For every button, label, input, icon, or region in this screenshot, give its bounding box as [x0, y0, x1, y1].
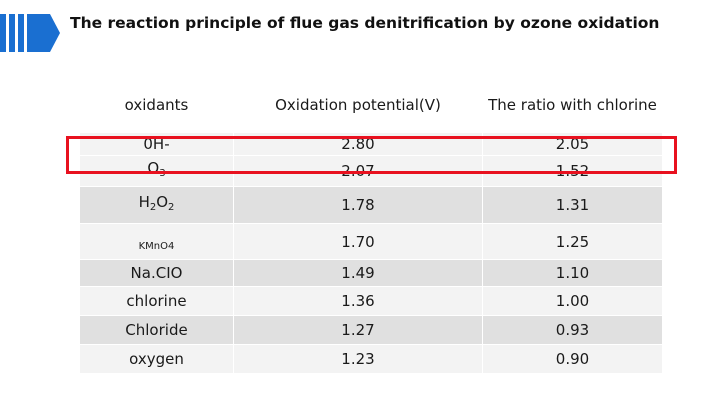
oxidant-name: O: [147, 159, 160, 177]
potential-cell: 1.27: [234, 316, 483, 345]
table-row: [80, 187, 663, 224]
oxidant-table: [80, 78, 663, 374]
ratio-cell: 1.00: [483, 287, 663, 316]
oxidant-name: oxygen: [129, 350, 184, 368]
potential-cell: 1.36: [234, 287, 483, 316]
ratio-cell: 1.31: [483, 187, 663, 224]
ratio-cell: 0.90: [483, 345, 663, 374]
oxidant-subscript: 3: [159, 168, 166, 179]
oxidant-cell: [80, 345, 234, 374]
oxidant-name: Na.CIO: [130, 264, 183, 282]
oxidant-cell: [80, 260, 234, 287]
table-row: [80, 345, 663, 374]
header-oxidants: oxidants: [80, 78, 234, 133]
oxidant-name: H: [138, 193, 150, 211]
potential-cell: 1.70: [234, 224, 483, 260]
oxidant-cell: [80, 287, 234, 316]
table-header-row: [80, 78, 663, 133]
ratio-cell: 2.05: [483, 133, 663, 156]
oxidant-name: Chloride: [125, 321, 188, 339]
potential-cell: 1.78: [234, 187, 483, 224]
oxidant-name: KMnO4: [138, 241, 175, 252]
oxidant-cell: [80, 133, 234, 156]
oxidant-name-tail: O: [156, 193, 169, 211]
header-oxidation-potential: Oxidation potential(V): [234, 78, 483, 133]
table-row: [80, 287, 663, 316]
oxidant-cell: [80, 156, 234, 187]
header-ratio-chlorine: The ratio with chlorine: [483, 78, 663, 133]
oxidant-subscript: 2: [149, 202, 157, 213]
logo-icon: [0, 14, 60, 52]
ratio-cell: 1.10: [483, 260, 663, 287]
table-row: [80, 316, 663, 345]
oxidant-cell: [80, 187, 234, 224]
table-row: [80, 133, 663, 156]
oxidant-name: chlorine: [126, 292, 187, 310]
oxidant-cell: [80, 224, 234, 260]
table-row: [80, 260, 663, 287]
potential-cell: 2.07: [234, 156, 483, 187]
ratio-cell: 0.93: [483, 316, 663, 345]
oxidant-subscript: 2: [168, 202, 175, 213]
page-title: The reaction principle of flue gas denitrification by ozone oxidation: [70, 14, 660, 32]
potential-cell: 1.49: [234, 260, 483, 287]
table-row: [80, 224, 663, 260]
oxidant-name: 0H-: [143, 135, 170, 153]
potential-cell: 1.23: [234, 345, 483, 374]
table-row: [80, 156, 663, 187]
oxidant-cell: [80, 316, 234, 345]
potential-cell: 2.80: [234, 133, 483, 156]
ratio-cell: 1.52: [483, 156, 663, 187]
ratio-cell: 1.25: [483, 224, 663, 260]
